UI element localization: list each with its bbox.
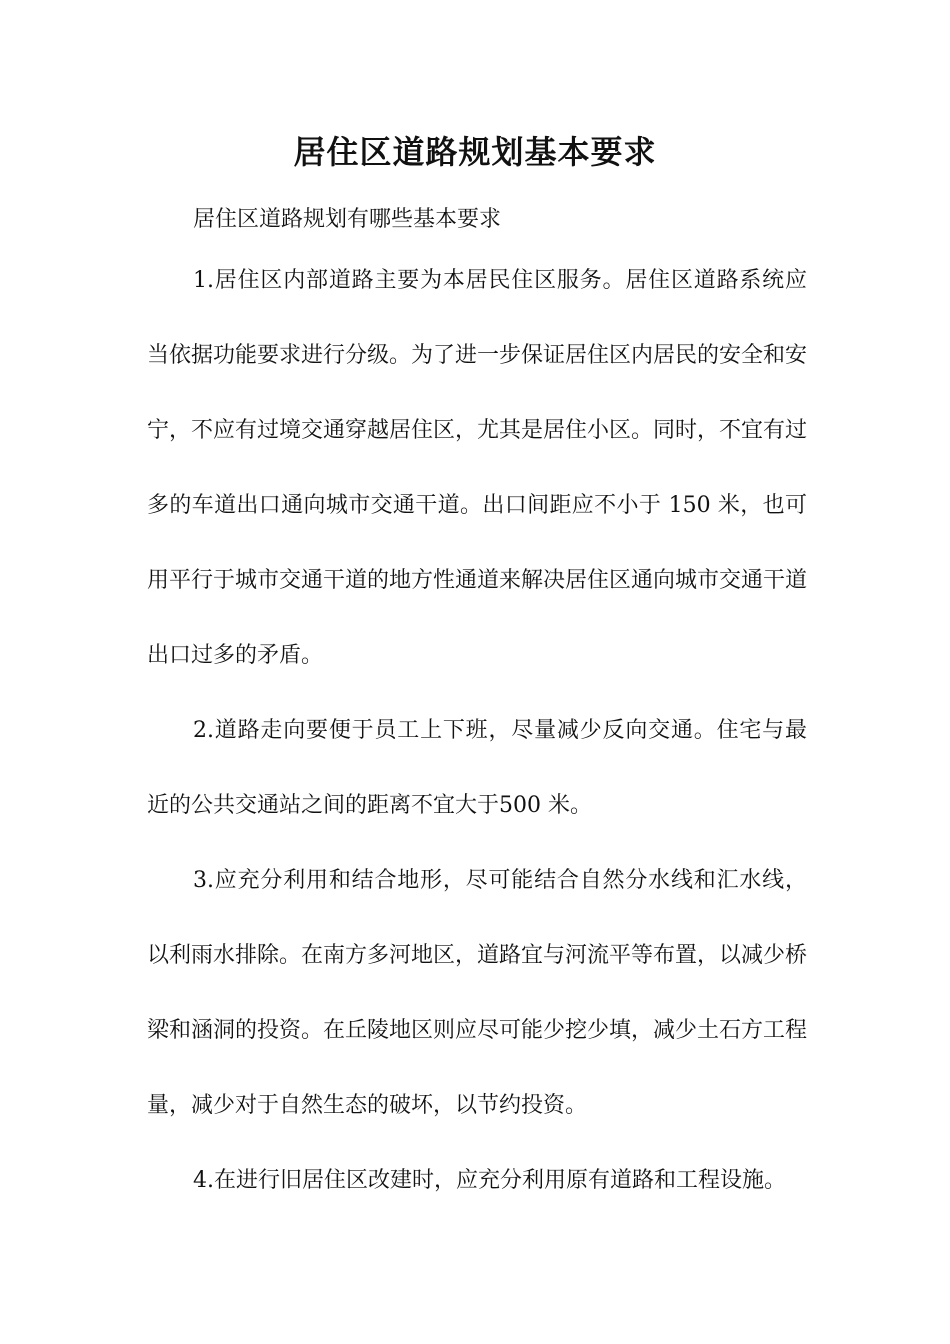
paragraph-1: 1.居住区内部道路主要为本居民住区服务。居住区道路系统应当依据功能要求进行分级。为了进一步保证居住区内居民的安全和安宁，不应有过境交通穿越居住区，尤其是居住小区。同时，不宜有过多的车道出口通向城市交通干道。出口间距应不小于 150 米，也可用平行于城市交通干道的地方性通道来解决居住区通向城市交通干道出口过多的矛盾。 [147, 268, 808, 668]
paragraph-4: 4.在进行旧居住区改建时，应充分利用原有道路和工程设施。 [193, 1168, 786, 1193]
document-body [147, 243, 807, 1218]
document-title: 居住区道路规划基本要求 [293, 133, 657, 171]
paragraph-2: 2.道路走向要便于员工上下班，尽量减少反向交通。住宅与最近的公共交通站之间的距离不宜大于500 米。 [147, 718, 807, 818]
document-subtitle: 居住区道路规划有哪些基本要求 [193, 207, 502, 232]
paragraph-3: 3.应充分利用和结合地形，尽可能结合自然分水线和汇水线，以利雨水排除。在南方多河地区，道路宜与河流平等布置，以减少桥梁和涵洞的投资。在丘陵地区则应尽可能少挖少填，减少土石方工程量，减少对于自然生态的破坏，以节约投资。 [147, 868, 808, 1118]
